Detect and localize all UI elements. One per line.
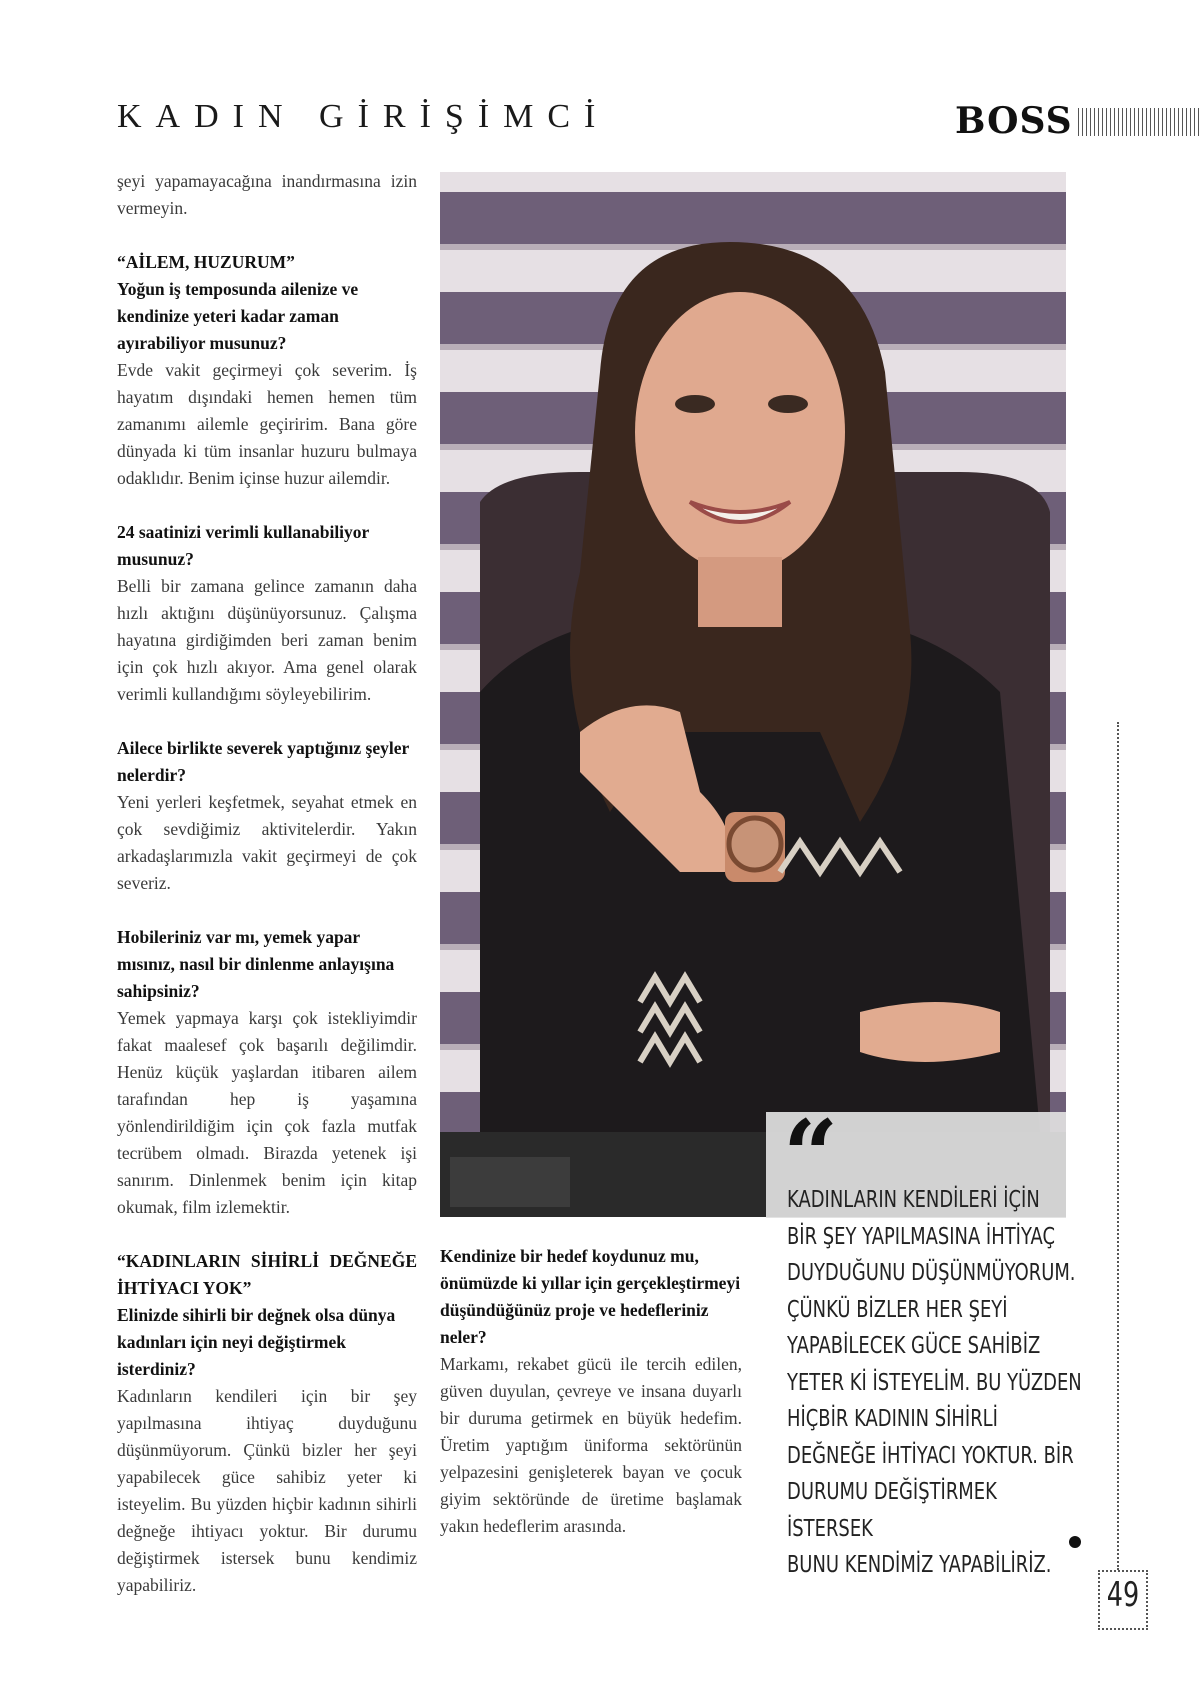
- pull-quote-line: DEĞNEĞE İHTİYACI YOKTUR. BİR: [787, 1442, 1074, 1469]
- dotted-divider: [1117, 722, 1119, 1570]
- section-heading: “AİLEM, HUZURUM”: [117, 252, 295, 272]
- answer: Yemek yapmaya karşı çok istekliyimdir fakat maalesef çok başarılı değilimdir. Henüz küçük yaşlardan itibaren ailem tarafından hep iş yaşamına yönlendirildiğim için çok fazla mutfak tecrübem olmadı. Birazda yetenek işi sanırım. Dinlenmek benim için kitap okumak, film izlemektir.: [117, 1008, 417, 1217]
- magazine-logo: BOSS: [955, 100, 1073, 142]
- portrait-illustration: [440, 172, 1066, 1217]
- section-heading: “KADINLARIN SİHİRLİ DEĞNEĞE İHTİYACI YOK”: [117, 1251, 417, 1298]
- question: Ailece birlikte severek yaptığınız şeyler nelerdir?: [117, 738, 409, 785]
- section-title: KADIN GİRİŞİMCİ: [117, 98, 610, 135]
- pull-quote-line: BUNU KENDİMİZ YAPABİLİRİZ.: [787, 1552, 1052, 1578]
- pull-quote-line: DURUMU DEĞİŞTİRMEK İSTERSEK: [787, 1479, 997, 1542]
- page-number: 49: [1106, 1575, 1140, 1615]
- question: Yoğun iş temposunda ailenize ve kendinize yeteri kadar zaman ayırabiliyor musunuz?: [117, 279, 359, 353]
- question: Hobileriniz var mı, yemek yapar mısınız, nasıl bir dinlenme anlayışına sahipsiniz?: [117, 927, 395, 1001]
- bullet-dot-icon: [1069, 1536, 1081, 1548]
- intro-paragraph: şeyi yapamayacağına inandırmasına izin vermeyin.: [117, 171, 417, 218]
- pull-quote-line: KADINLARIN KENDİLERİ İÇİN: [787, 1187, 1040, 1213]
- portrait-photo: [440, 172, 1066, 1217]
- barcode-decoration: [1078, 108, 1200, 136]
- question: 24 saatinizi verimli kullanabiliyor musunuz?: [117, 522, 369, 569]
- answer: Yeni yerleri keşfetmek, seyahat etmek en çok sevdiğimiz aktivitelerdir. Yakın arkadaşlarımızla vakit geçirmeyi de çok severiz.: [117, 792, 417, 893]
- pull-quote-line: YAPABİLECEK GÜCE SAHİBİZ: [787, 1333, 1041, 1359]
- pull-quote-line: ÇÜNKÜ BİZLER HER ŞEYİ: [787, 1296, 1008, 1323]
- pull-quote: [787, 1182, 1087, 1584]
- pull-quote-line: DUYDUĞUNU DÜŞÜNMÜYORUM.: [787, 1260, 1076, 1286]
- question: Elinizde sihirli bir değnek olsa dünya kadınları için neyi değiştirmek isterdiniz?: [117, 1305, 396, 1379]
- pull-quote-line: BİR ŞEY YAPILMASINA İHTİYAÇ: [787, 1223, 1056, 1250]
- middle-column: [440, 1243, 742, 1540]
- quote-mark-icon: “: [783, 1099, 839, 1212]
- pull-quote-line: YETER Kİ İSTEYELİM. BU YÜZDEN: [787, 1369, 1082, 1396]
- answer: Belli bir zamana gelince zamanın daha hızlı aktığını düşünüyorsunuz. Çalışma hayatına girdiğimden beri zaman benim için çok hızlı akıyor. Ama genel olarak verimli kullandığımı söyleyebilirim.: [117, 576, 417, 704]
- question: Kendinize bir hedef koydunuz mu, önümüzde ki yıllar için gerçekleştirmeyi düşündüğünüz proje ve hedefleriniz neler?: [440, 1246, 741, 1347]
- answer: Evde vakit geçirmeyi çok severim. İş hayatım dışındaki hemen hemen tüm zamanımı ailemle geçiririm. Bana göre dünyada ki tüm insanlar huzuru bulmaya odaklıdır. Benim içinse huzur ailemdir.: [117, 360, 417, 488]
- answer: Markamı, rekabet gücü ile tercih edilen, güven duyulan, çevreye ve insana duyarlı bir duruma getirmek en büyük hedefim. Üretim yaptığım üniforma sektörünün yelpazesini genişleterek bayan ve çocuk giyim sektöründe de üretime başlamak yakın hedeflerim arasında.: [440, 1354, 742, 1536]
- left-column: [117, 168, 417, 1599]
- pull-quote-line: HİÇBİR KADININ SİHİRLİ: [787, 1406, 998, 1432]
- answer: Kadınların kendileri için bir şey yapılmasına ihtiyaç duyduğunu düşünmüyorum. Çünkü bizler her şeyi yapabilecek güce sahibiz yeter ki isteyelim. Bu yüzden hiçbir kadının sihirli değneğe ihtiyacı yoktur. Bir durumu değiştirmek istersek bunu kendimiz yapabiliriz.: [117, 1386, 417, 1595]
